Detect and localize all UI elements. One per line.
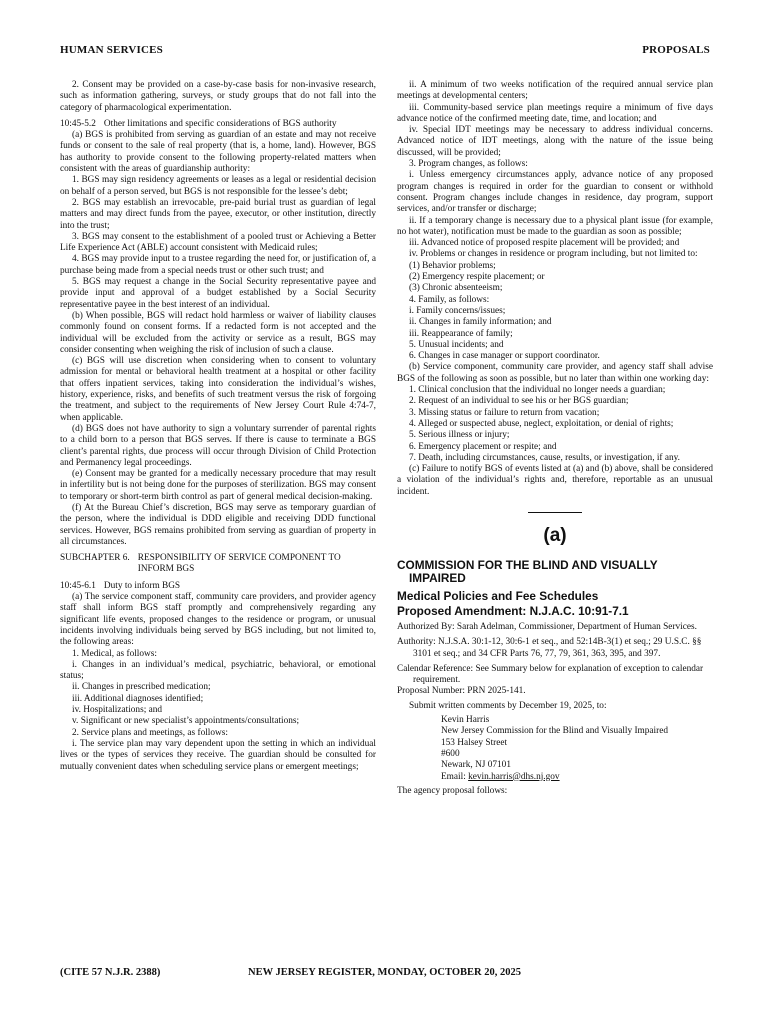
section-divider [528,512,582,513]
paragraph-3: 3. Program changes, as follows: [409,159,528,170]
paragraph-6a1: 1. Medical, as follows: [72,648,157,659]
paragraph-4i: i. Family concerns/issues; [409,305,506,316]
paragraph-b: (b) When possible, BGS will redact hold harmless or waiver of liability clauses commonly found on consent forms. If a redacted form is not accepted and the individual will be excluded from the activity or service as a result, BGS may consider consenting when weighing the risk of inclusion of such a clause. [60,310,376,355]
authority: Authority: N.J.S.A. 30:1-12, 30:6-1 et seq., and 52:14B-3(1) et seq.; 29 U.S.C. §§ 3101 et seq.; and 34 CFR Parts 76, 77, 79, 361, 363, 395, and 397. [397,637,702,659]
address-city: Newark, NJ 07101 [441,760,511,771]
email-link[interactable]: kevin.harris@dhs.nj.gov [468,771,560,782]
proposed-amendment-heading: Proposed Amendment: N.J.A.C. 10:91-7.1 [397,603,629,618]
paragraph-ii: ii. A minimum of two weeks notification of the required annual service plan meetings at developmental centers; [397,80,713,102]
section-heading-10-45-6-1 [60,581,376,592]
running-header-left: HUMAN SERVICES [60,44,163,56]
paragraph-5: 5. Unusual incidents; and [409,339,504,350]
footer-register-date: NEW JERSEY REGISTER, MONDAY, OCTOBER 20, 2025 [248,967,521,978]
paragraph-6a1iv: iv. Hospitalizations; and [72,705,163,716]
section-marker: (a) [543,524,567,546]
paragraph-a3: 3. BGS may consent to the establishment of a pooled trust or Achieving a Better Life Experience Act (ABLE) account consistent with Medicaid rules; [60,231,376,254]
paragraph-3iv2: (2) Emergency respite placement; or [409,272,545,283]
paragraph-4iii: iii. Reappearance of family; [409,328,513,339]
paragraph-b7: 7. Death, including circumstances, cause, results, or investigation, if any. [409,452,680,463]
section-heading-10-45-5-2 [60,119,376,130]
paragraph-6a2: 2. Service plans and meetings, as follows: [72,727,228,738]
paragraph-e: (e) Consent may be granted for a medically necessary procedure that may result in infertility but is not being done for the purposes of sterilization. BGS may consent to temporary or short-term birth control as part of general medical decision-making. [60,469,376,502]
agency-proposal-follows: The agency proposal follows: [397,785,508,796]
paragraph-b2: 2. Request of an individual to see his or her BGS guardian; [409,396,629,407]
paragraph-4ii: ii. Changes in family information; and [409,317,552,328]
paragraph-b5: 5. Serious illness or injury; [409,430,510,441]
paragraph-6: 6. Changes in case manager or support coordinator. [409,351,600,362]
paragraph-3iv3: (3) Chronic absenteeism; [409,283,503,294]
paragraph-6a: (a) The service component staff, community care providers, and provider agency staff shall inform BGS staff promptly and comprehensively regarding any significant life events, proposed changes to the residence or program, or unusual incidents involving individuals being served by BGS including, but not limited to, the following areas: [60,592,376,648]
address-email [397,772,713,783]
paragraph-iii: iii. Community-based service plan meetings require a minimum of five days advance notice of the confirmed meeting date, time, and location; and [397,102,713,124]
address-organization: New Jersey Commission for the Blind and Visually Impaired [441,726,669,737]
paragraph-6a1iii: iii. Additional diagnoses identified; [72,693,204,704]
paragraph-b1: 1. Clinical conclusion that the individual no longer needs a guardian; [409,385,666,396]
subchapter-heading [60,553,376,576]
paragraph-b6: 6. Emergency placement or respite; and [409,441,557,452]
subchapter-title: RESPONSIBILITY OF SERVICE COMPONENT TO INFORM BGS [137,553,341,575]
footer-citation: (CITE 57 N.J.R. 2388) [60,967,161,978]
section-number: 10:45-5.2 [60,118,96,129]
subject-heading: Medical Policies and Fee Schedules [397,588,599,603]
paragraph-3iv: iv. Problems or changes in residence or program including, but not limited to: [409,249,698,260]
subchapter-number: SUBCHAPTER 6. [60,553,130,564]
paragraph-3iii: iii. Advanced notice of proposed respite placement will be provided; and [409,238,680,249]
paragraph-3i: i. Unless emergency circumstances apply, advance notice of any proposed program changes is required in order for the guardian to consent or withhold consent. Program changes include changes in residence, day program, support services, and/or transfer or discharge; [397,170,713,215]
paragraph-a4: 4. BGS may provide input to a trustee regarding the need for, or justification of, a purchase being made from a special needs trust or other such trust; and [60,254,376,276]
paragraph-iv: iv. Special IDT meetings may be necessary to address individual concerns. Advanced notice of IDT meetings, along with the nature of the issue being discussed, will be provided; [397,125,713,158]
paragraph-6a1i: i. Changes in an individual’s medical, psychiatric, behavioral, or emotional status; [60,659,376,682]
paragraph-f: (f) At the Bureau Chief’s discretion, BGS may serve as temporary guardian of the person, where the individual is DDD eligible and receiving DDD functional services. However, BGS remains prohibited from serving as guardian of property in all circumstances. [60,502,376,547]
paragraph-6a1v: v. Significant or new specialist’s appointments/consultations; [72,716,300,727]
address-suite: #600 [441,748,460,759]
left-column [60,80,376,773]
paragraph-b: (b) Service component, community care provider, and agency staff shall advise BGS of the following as soon as possible, but no later than within one working day: [397,362,713,384]
section-title: Duty to inform BGS [103,580,181,591]
paragraph-6a1ii: ii. Changes in prescribed medication; [72,682,211,693]
submit-comments: Submit written comments by December 19, 2025, to: [409,700,607,711]
calendar-reference: Calendar Reference: See Summary below for explanation of exception to calendar requirement. [397,663,704,686]
section-title: Other limitations and specific considerations of BGS authority [103,118,337,129]
paragraph-3ii: ii. If a temporary change is necessary due to a physical plant issue (for example, no hot water), notification must be made to the guardian as soon as possible; [397,215,713,237]
agency-heading: COMMISSION FOR THE BLIND AND VISUALLY IMPAIRED [397,557,658,586]
paragraph-a: (a) BGS is prohibited from serving as guardian of an estate and may not receive funds or consent to the sale of real property (that is, a home, land). However, BGS has authority to provide consent to the following property-related matters when consistent with the areas of guardianship authority: [60,130,376,175]
paragraph-a5: 5. BGS may request a change in the Social Security representative payee and provide input and approval of a budget established by a Social Security representative payee in the best interest of an individual. [60,277,376,310]
running-header-right: PROPOSALS [642,44,710,56]
paragraph-3iv1: (1) Behavior problems; [409,260,496,271]
authorized-by: Authorized By: Sarah Adelman, Commissioner, Department of Human Services. [397,621,697,632]
paragraph-d: (d) BGS does not have authority to sign a voluntary surrender of parental rights to a child born to a person that BGS serves. If there is cause to terminate a BGS client’s parental rights, due process will occur through Division of Child Protection and Permanency legal proceedings. [60,423,376,468]
right-column [397,80,713,797]
address-name: Kevin Harris [441,715,490,726]
address-street: 153 Halsey Street [441,737,508,748]
paragraph-b3: 3. Missing status or failure to return from vacation; [409,407,600,418]
paragraph-c: (c) Failure to notify BGS of events listed at (a) and (b) above, shall be considered a violation of the individual’s rights and, therefore, reportable as an unusual incident. [397,464,713,497]
paragraph-a1: 1. BGS may sign residency agreements or leases as a legal or residential decision on behalf of a person served, but BGS is not responsible for the lessee’s debt; [60,175,376,197]
paragraph-4: 4. Family, as follows: [409,294,490,305]
paragraph-b4: 4. Alleged or suspected abuse, neglect, exploitation, or denial of rights; [409,418,674,429]
paragraph-consent: 2. Consent may be provided on a case-by-case basis for non-invasive research, such as information gathering, surveys, or study groups that do not fall into the category of pharmacological experimentation. [60,80,376,113]
paragraph-a2: 2. BGS may establish an irrevocable, pre-paid burial trust as guardian of legal matters and may direct funds from the payee, executor, or other institution, directly into the trust; [60,197,376,231]
section-number: 10:45-6.1 [60,580,96,591]
paragraph-6a2i: i. The service plan may vary dependent upon the setting in which an individual lives or the types of services they receive. The guardian should be consulted for mutually convenient dates when scheduling service plans or emergent meetings; [60,738,376,772]
paragraph-c: (c) BGS will use discretion when considering when to consent to voluntary admission for mental or behavioral health treatment at a hospital or other facility that offers inpatient services, taking into consideration the individual’s wishes, history, experience, risks, and benefits of such treatment versus the risk of forgoing the treatment, and subject to the requirements of New Jersey Court Rule 4:74-7, when applicable. [60,356,376,423]
proposal-number: Proposal Number: PRN 2025-141. [397,686,526,697]
email-label: Email: [441,771,469,782]
